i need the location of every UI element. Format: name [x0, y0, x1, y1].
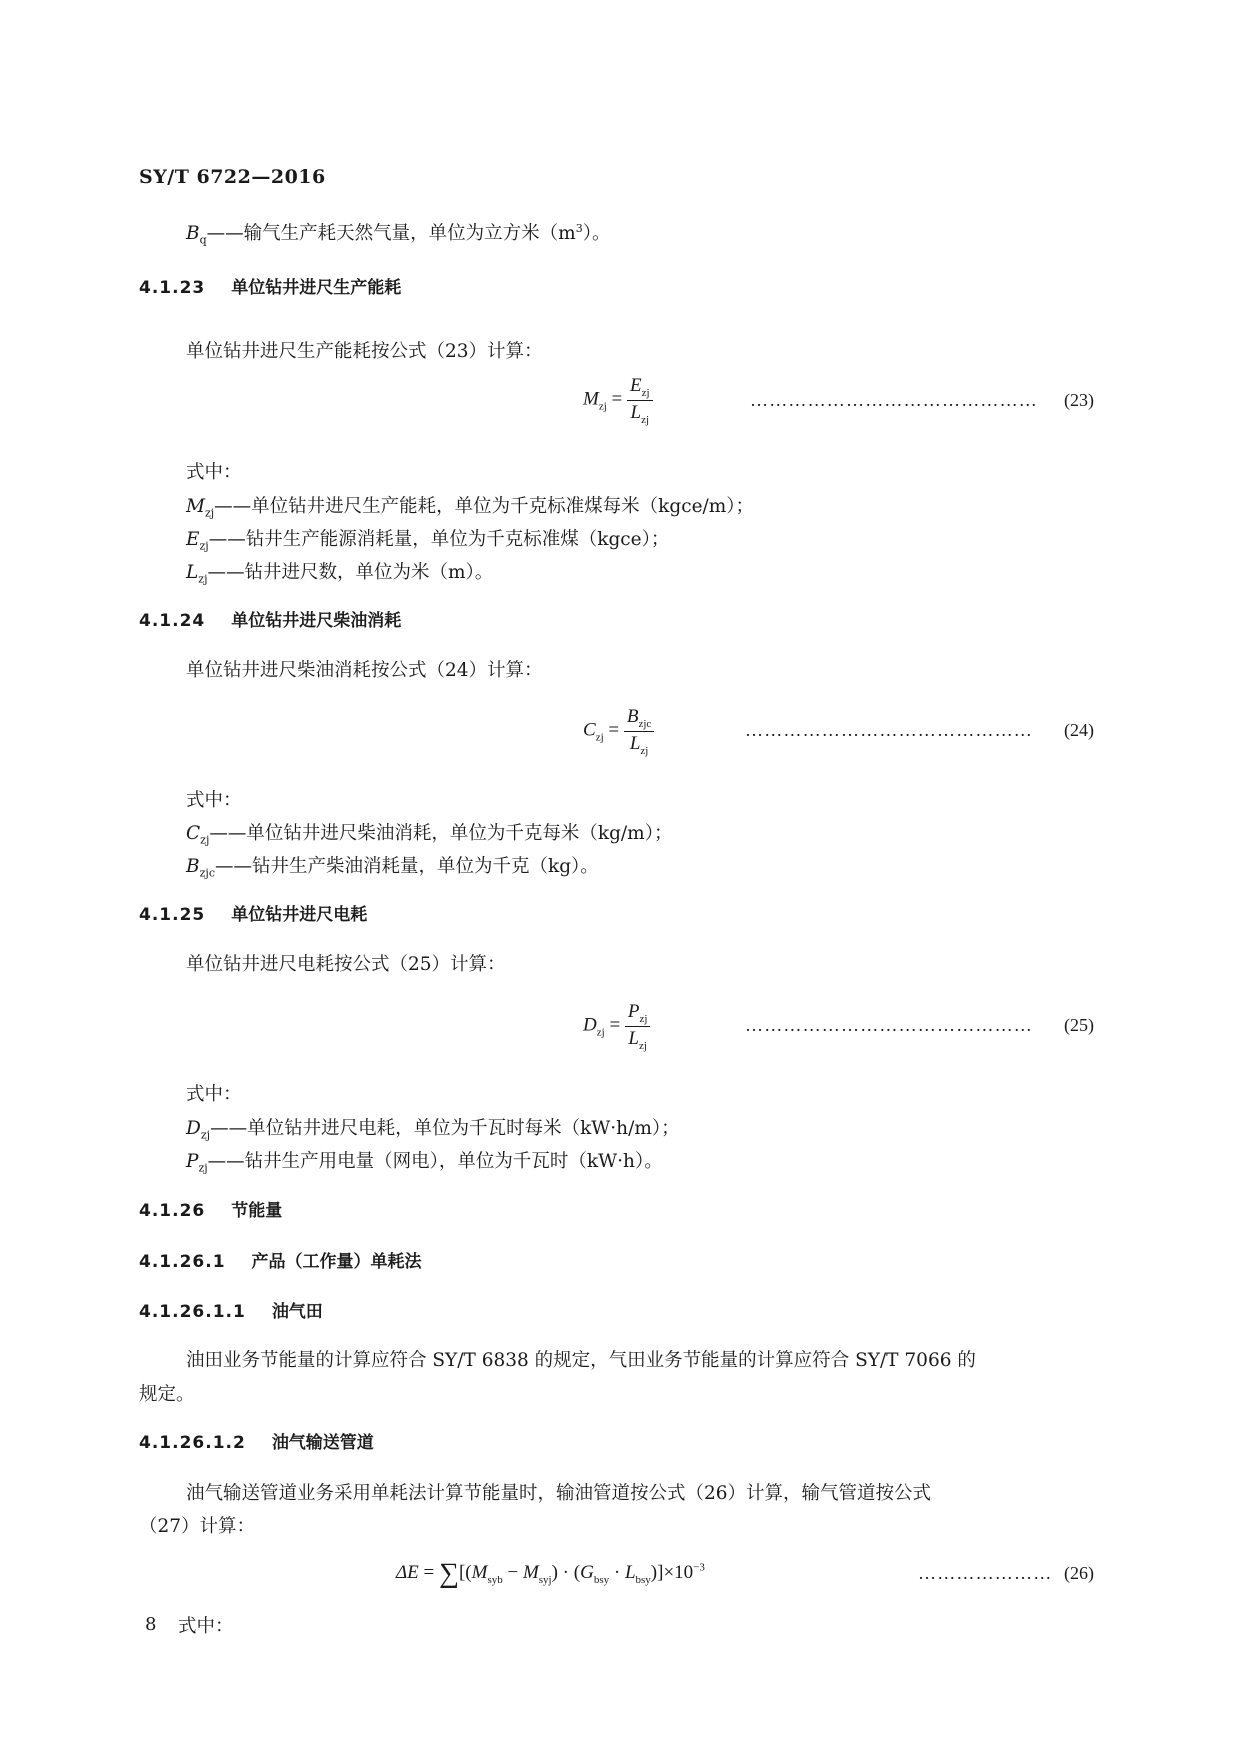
def-sup: 3	[575, 221, 583, 235]
dot-leader: ………………………………………	[750, 390, 1038, 410]
def-text: ——输气生产耗天然气量，单位为立方米（m	[206, 223, 576, 244]
definition-czj: $C_{zj}——$单位钻井进尺柴油消耗，单位为千克每米（kg/m）；	[186, 823, 673, 847]
dot-leader: …………………	[918, 1563, 1053, 1583]
dot-leader: ………………………………………	[745, 1015, 1033, 1035]
def-symbol-sub: q	[199, 233, 207, 247]
definition-pzj: $P_{zj}——$钻井生产用电量（网电），单位为千瓦时（kW·h）。	[186, 1151, 663, 1175]
formula-25: $D_{zj}$ = $\frac{P_{zj}}{L_{zj}}$	[583, 1001, 650, 1052]
formula-26: $\Delta E = \sum[(M_{syb} - M_{syj}) \cdot (G_{bsy} \cdot L_{bsy})]\times 10^{-3}$	[396, 1558, 705, 1589]
formula-number: (23)	[1064, 390, 1094, 410]
sum-symbol: ∑	[438, 1558, 459, 1589]
where-label: 式中：	[186, 1084, 242, 1105]
section-heading-4-1-23	[139, 273, 401, 298]
formula-23: $M_{zj}$ = $\frac{E_{zj}}{L_{zj}}$	[583, 375, 653, 426]
formula-number: (26)	[1064, 1563, 1094, 1583]
definition-ezj: $E_{zj}——$钻井生产能源消耗量，单位为千克标准煤（kgce）；	[186, 529, 670, 553]
def-symbol: B	[186, 223, 200, 244]
where-label: 式中：	[186, 790, 242, 811]
where-label: 式中：	[186, 462, 242, 483]
definition-mzj: $M_{zj}——$单位钻井进尺生产能耗，单位为千克标准煤每米（kgce/m）；	[186, 496, 755, 520]
section-heading-4-1-26-1-1: 4.1.26.1.1 油气田	[139, 1302, 323, 1322]
formula-fraction: $\frac{P_{zj}}{L_{zj}}$	[625, 1001, 651, 1052]
where-label: 式中：	[178, 1616, 234, 1637]
formula-fraction: $\frac{B_{zjc}}{L_{zj}}$	[624, 706, 654, 757]
definition-bq	[186, 219, 610, 247]
paragraph-line: 油气输送管道业务采用单耗法计算节能量时，输油管道按公式（26）计算，输气管道按公式	[186, 1483, 932, 1504]
page-number: 8	[145, 1614, 157, 1635]
def-tail: ）。	[582, 223, 611, 244]
definition-lzj: $L_{zj}——$钻井进尺数，单位为米（m）。	[186, 562, 494, 586]
formula-fraction: $\frac{E_{zj}}{L_{zj}}$	[627, 375, 653, 426]
section-heading-4-1-25: 4.1.25 单位钻井进尺电耗	[139, 905, 368, 925]
intro-paragraph: 单位钻井进尺电耗按公式（25）计算：	[186, 954, 506, 975]
section-number: 4.1.23	[139, 278, 206, 298]
definition-dzj: $D_{zj}——$单位钻井进尺电耗，单位为千瓦时每米（kW·h/m）；	[186, 1118, 680, 1142]
formula-24: $C_{zj}$ = $\frac{B_{zjc}}{L_{zj}}$	[583, 706, 654, 757]
definition-bzjc: $B_{zjc}——$钻井生产柴油消耗量，单位为千克（kg）。	[186, 856, 599, 880]
dot-leader: ………………………………………	[745, 720, 1033, 740]
paragraph-line: 油田业务节能量的计算应符合 SY/T 6838 的规定，气田业务节能量的计算应符合 SY/T 7066 的	[186, 1350, 976, 1371]
section-heading-4-1-26: 4.1.26 节能量	[139, 1201, 283, 1221]
paragraph-line: （27）计算：	[139, 1516, 256, 1537]
section-heading-4-1-26-1: 4.1.26.1 产品（工作量）单耗法	[139, 1252, 422, 1272]
standard-code: SY/T 6722—2016	[139, 166, 326, 188]
intro-paragraph: 单位钻井进尺生产能耗按公式（23）计算：	[186, 341, 543, 362]
section-heading-4-1-26-1-2: 4.1.26.1.2 油气输送管道	[139, 1433, 374, 1453]
formula-number: (25)	[1064, 1015, 1094, 1035]
formula-lhs: M	[583, 388, 599, 410]
section-heading-4-1-24: 4.1.24 单位钻井进尺柴油消耗	[139, 611, 402, 631]
paragraph-line: 规定。	[139, 1384, 195, 1405]
section-title: 单位钻井进尺生产能耗	[231, 278, 402, 298]
intro-paragraph: 单位钻井进尺柴油消耗按公式（24）计算：	[186, 660, 543, 681]
formula-number: (24)	[1064, 720, 1094, 740]
